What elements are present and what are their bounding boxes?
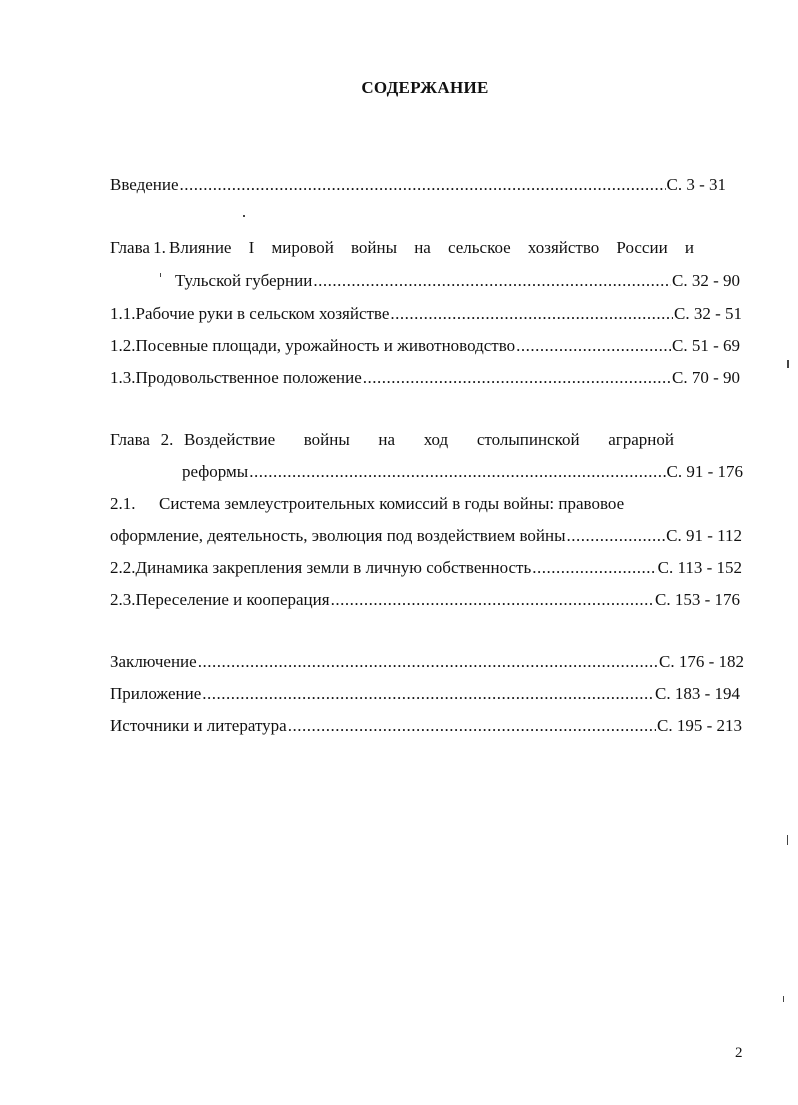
heading-word: столыпинской — [476, 430, 580, 449]
toc-section-1-1 — [110, 302, 742, 326]
toc-entry-label: оформление, деятельность, эволюция под воздействием войны — [110, 526, 566, 545]
heading-word: мировой — [271, 238, 334, 257]
scan-speck — [787, 360, 789, 368]
heading-word: сельское — [448, 238, 511, 257]
scan-speck — [243, 215, 245, 217]
leader-dots — [202, 682, 654, 706]
toc-section-2-2 — [110, 556, 742, 580]
leader-dots — [331, 588, 654, 612]
heading-word: Воздействие — [183, 430, 276, 449]
toc-entry-pages: С. 32 - 90 — [672, 271, 740, 290]
toc-entry-label: Заключение — [110, 652, 197, 671]
heading-word: войны — [303, 430, 350, 449]
leader-dots — [567, 524, 666, 548]
toc-entry-appendix — [110, 682, 740, 706]
section-number: 2.3. — [110, 590, 136, 609]
leader-dots — [198, 650, 658, 674]
leader-dots — [363, 366, 671, 390]
toc-entry-label: Динамика закрепления земли в личную собственность — [135, 558, 532, 577]
toc-entry-pages: С. 195 - 213 — [657, 716, 742, 735]
toc-chapter-2-heading — [110, 428, 674, 452]
toc-entry-label: Источники и литература — [110, 716, 287, 735]
heading-word: I — [248, 238, 255, 257]
toc-entry-label: Переселение и кооперация — [135, 590, 330, 609]
section-number: 1.3. — [110, 368, 136, 387]
toc-entry-label: реформы — [182, 462, 249, 481]
toc-entry-pages: С. 113 - 152 — [657, 558, 742, 577]
toc-section-2-3 — [110, 588, 740, 612]
toc-entry-label: Рабочие руки в сельском хозяйстве — [135, 304, 390, 323]
toc-entry-pages: С. 3 - 31 — [666, 175, 726, 194]
toc-entry-pages: С. 51 - 69 — [672, 336, 740, 355]
heading-word: 2. — [160, 430, 174, 449]
toc-entry-label: Система землеустроительных комиссий в годы войны: правовое — [159, 494, 625, 513]
toc-section-1-2 — [110, 334, 740, 358]
heading-word: и — [684, 238, 694, 257]
toc-entry-pages: С. 91 - 176 — [666, 462, 743, 481]
page-number: 2 — [735, 1045, 743, 1061]
leader-dots — [390, 302, 673, 326]
scan-speck — [787, 835, 788, 845]
toc-entry-pages: С. 91 - 112 — [666, 526, 742, 545]
leader-dots — [313, 269, 671, 293]
section-number: 2.1. — [110, 494, 136, 513]
toc-entry-label: Введение — [110, 175, 179, 194]
toc-entry-pages: С. 176 - 182 — [659, 652, 744, 671]
toc-chapter-1-line2 — [175, 269, 740, 293]
scan-speck — [160, 273, 161, 277]
toc-chapter-2-line2 — [182, 460, 743, 484]
toc-entry-intro — [110, 173, 726, 197]
toc-section-2-1-line1 — [110, 492, 742, 516]
heading-word: аграрной — [608, 430, 674, 449]
toc-entry-sources — [110, 714, 742, 738]
heading-word: Глава — [110, 430, 150, 449]
toc-section-1-3 — [110, 366, 740, 390]
heading-word: ход — [423, 430, 449, 449]
leader-dots — [516, 334, 671, 358]
page-title: СОДЕРЖАНИЕ — [361, 78, 489, 97]
leader-dots — [180, 173, 666, 197]
toc-entry-conclusion — [110, 650, 744, 674]
section-number: 2.2. — [110, 558, 136, 577]
leader-dots — [288, 714, 656, 738]
toc-entry-pages: С. 70 - 90 — [672, 368, 740, 387]
leader-dots — [532, 556, 656, 580]
heading-word: Глава — [110, 238, 150, 257]
heading-word: на — [378, 430, 396, 449]
toc-entry-pages: С. 153 - 176 — [655, 590, 740, 609]
heading-word: хозяйство — [527, 238, 600, 257]
leader-dots — [249, 460, 665, 484]
toc-entry-label: Продовольственное положение — [135, 368, 362, 387]
heading-word: на — [414, 238, 431, 257]
toc-section-2-1-line2 — [110, 524, 742, 548]
scan-speck — [783, 996, 784, 1002]
toc-entry-pages: С. 32 - 51 — [674, 304, 742, 323]
heading-word: 1. — [153, 238, 166, 257]
section-number: 1.1. — [110, 304, 136, 323]
toc-entry-label: Посевные площади, урожайность и животноводство — [135, 336, 516, 355]
heading-word: России — [616, 238, 668, 257]
toc-entry-pages: С. 183 - 194 — [655, 684, 740, 703]
toc-entry-label: Тульской губернии — [175, 271, 313, 290]
toc-entry-label: Приложение — [110, 684, 202, 703]
heading-word: войны — [351, 238, 398, 257]
heading-word: Влияние — [169, 238, 232, 257]
toc-chapter-1-heading — [110, 236, 694, 260]
section-number: 1.2. — [110, 336, 136, 355]
